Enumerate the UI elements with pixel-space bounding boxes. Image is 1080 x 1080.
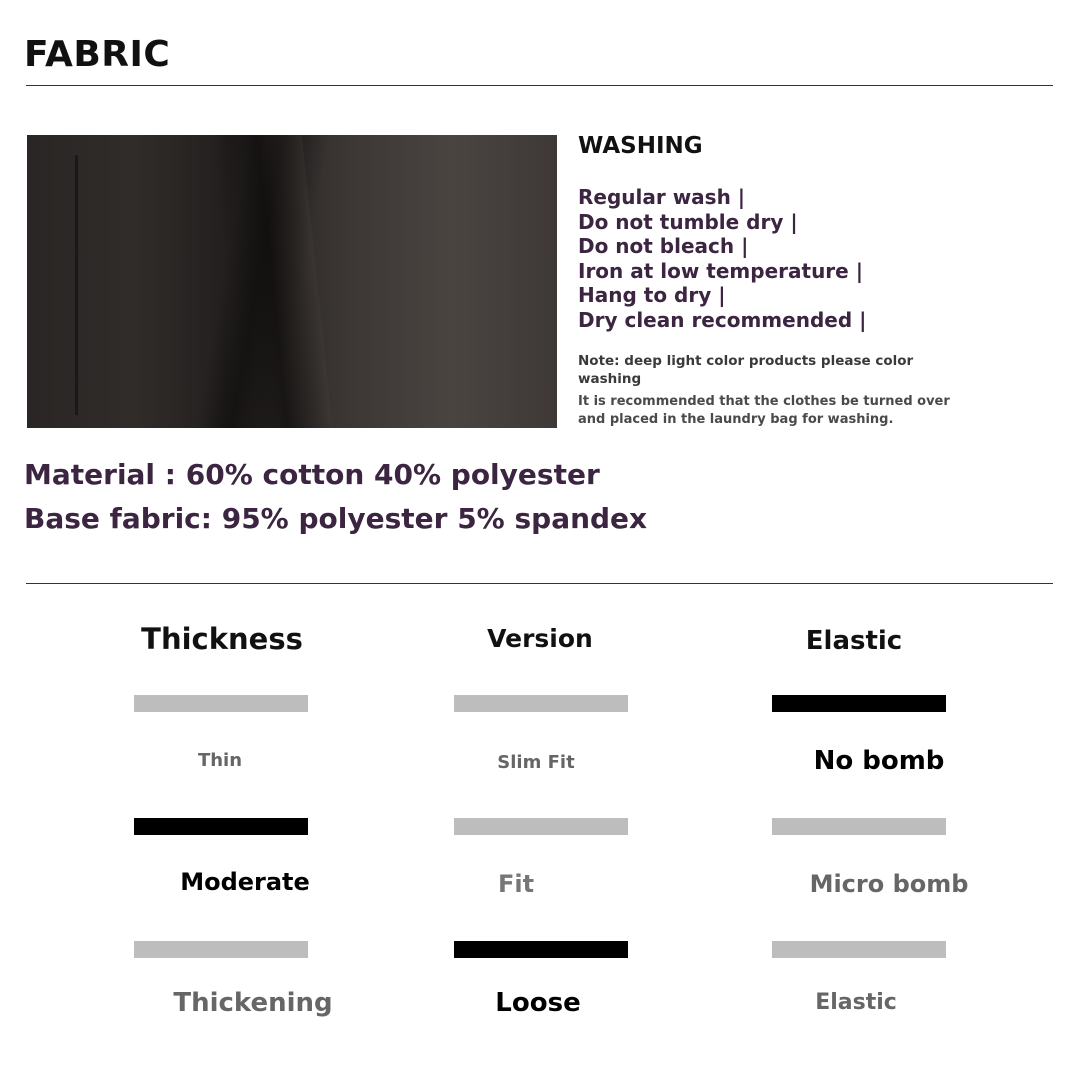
version-bar-slim-fit — [454, 695, 628, 712]
page-title: FABRIC — [24, 34, 171, 75]
elastic-option-elastic: Elastic — [815, 990, 897, 1015]
washing-item: Hang to dry | — [578, 283, 726, 307]
washing-item: Iron at low temperature | — [578, 258, 863, 283]
version-bar-fit — [454, 818, 628, 835]
washing-note: Note: deep light color products please color washing — [578, 353, 914, 387]
version-option-fit: Fit — [497, 870, 535, 898]
washing-item: Regular wash | — [578, 185, 746, 209]
fabric-swatch-image — [27, 135, 557, 428]
elastic-bar-micro-bomb — [772, 818, 946, 835]
thickness-bar-thin — [134, 695, 308, 712]
thickness-heading: Thickness — [141, 622, 303, 656]
elastic-bar-elastic — [772, 941, 946, 958]
top-divider — [26, 85, 1053, 86]
version-bar-loose — [454, 941, 628, 958]
elastic-heading: Elastic — [805, 626, 903, 656]
thickness-option-moderate: Moderate — [180, 868, 310, 896]
thickness-option-thin: Thin — [197, 750, 243, 771]
elastic-option-no-bomb: No bomb — [813, 746, 945, 776]
material-composition: Material : 60% cotton 40% polyester — [24, 458, 600, 491]
version-heading: Version — [487, 624, 593, 653]
middle-divider — [26, 583, 1053, 584]
washing-item: Dry clean recommended | — [578, 307, 867, 332]
washing-item: Do not bleach | — [578, 234, 749, 258]
thickness-bar-thickening — [134, 941, 308, 958]
washing-heading: WASHING — [578, 133, 703, 159]
thickness-bar-moderate — [134, 818, 308, 835]
base-fabric-composition: Base fabric: 95% polyester 5% spandex — [24, 502, 648, 535]
laundry-bag-note: It is recommended that the clothes be turned over and placed in the laundry bag for washing. — [578, 394, 950, 427]
thickness-option-thickening: Thickening — [173, 988, 333, 1018]
washing-instructions — [578, 185, 866, 332]
version-option-slim-fit: Slim Fit — [497, 752, 575, 773]
version-option-loose: Loose — [495, 988, 581, 1018]
elastic-option-micro-bomb: Micro bomb — [809, 870, 969, 898]
washing-item: Do not tumble dry | — [578, 209, 798, 234]
elastic-bar-no-bomb — [772, 695, 946, 712]
